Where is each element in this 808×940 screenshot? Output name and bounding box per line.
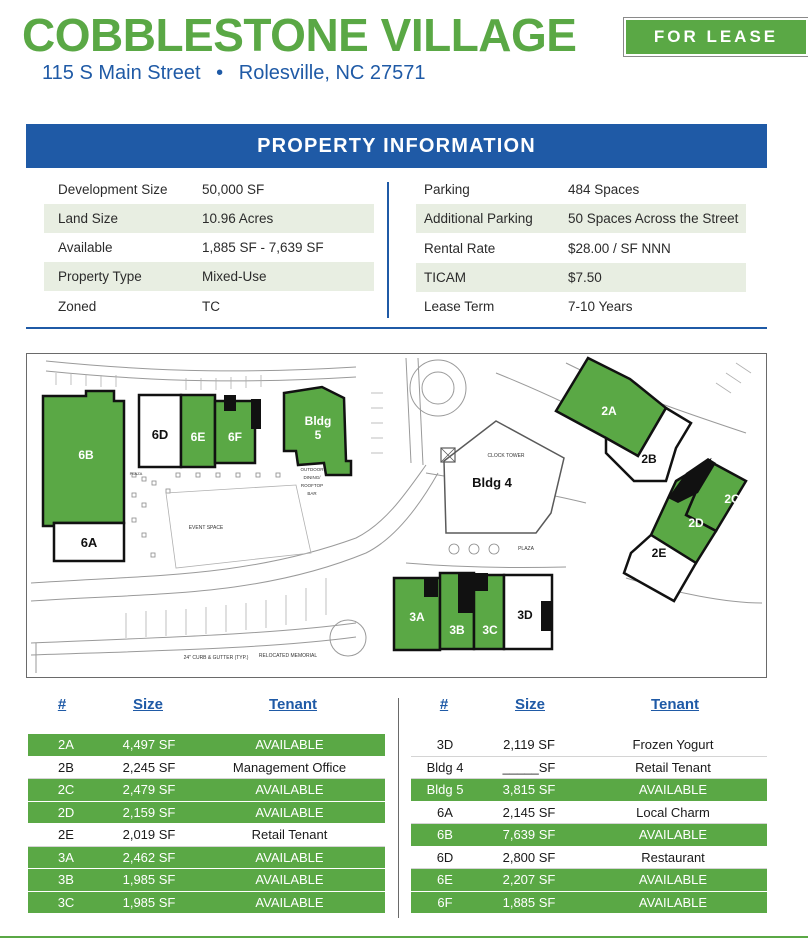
map-label-plaza-left: PLAZA (129, 471, 143, 476)
info-label: Additional Parking (424, 211, 533, 226)
cell-tenant: AVAILABLE (638, 827, 708, 843)
unit-3-service-block (424, 577, 438, 597)
unit-label-2C: 2C (724, 492, 740, 506)
cell-unit: 2E (58, 827, 74, 843)
cell-unit: 3C (57, 894, 75, 910)
cell-unit: 3A (58, 849, 74, 865)
cell-size: 3,815 SF (502, 782, 556, 798)
map-label-memorial: RELOCATED MEMORIAL (258, 653, 318, 659)
cell-unit: Bldg 4 (426, 759, 464, 775)
table-row (28, 802, 385, 825)
map-label-dining-3: ROOFTOP (300, 483, 324, 488)
cell-tenant: Restaurant (641, 849, 705, 865)
cell-size: 2,479 SF (122, 782, 176, 798)
cell-tenant: AVAILABLE (255, 782, 324, 798)
info-row-property-type (44, 262, 374, 291)
table-row (411, 802, 767, 825)
site-plan-map (26, 353, 767, 678)
info-value: $7.50 (568, 270, 602, 285)
info-value: TC (202, 299, 220, 314)
info-label: Development Size (58, 182, 168, 197)
unit-label-3A: 3A (409, 610, 425, 624)
table-row (28, 757, 385, 780)
cell-tenant: AVAILABLE (255, 737, 324, 753)
map-label-dining-4: BAR (307, 491, 317, 496)
cell-size: 2,159 SF (122, 804, 176, 820)
info-label: Rental Rate (424, 241, 496, 256)
cell-tenant: Local Charm (636, 804, 710, 820)
table-row (28, 869, 385, 892)
property-information-heading: PROPERTY INFORMATION (26, 124, 767, 168)
info-row-additional-parking (416, 204, 746, 233)
unit-label-2B: 2B (641, 452, 657, 466)
table-row (28, 892, 385, 915)
info-row-lease-term (416, 292, 746, 321)
cell-size: 2,019 SF (122, 827, 176, 843)
map-label-dining-2: DINING/ (303, 475, 321, 480)
info-section-rule (26, 327, 767, 329)
table-right-header-size: Size (514, 696, 545, 713)
cell-unit: 2A (58, 737, 74, 753)
cell-unit: 6D (436, 849, 454, 865)
cell-tenant: AVAILABLE (638, 782, 708, 798)
cell-tenant: Management Office (232, 759, 347, 775)
address-street: 115 S Main Street (42, 62, 201, 84)
unit-label-bldg5-line1: Bldg (304, 414, 332, 428)
unit-label-3B: 3B (449, 623, 465, 637)
cell-unit: 2B (58, 759, 74, 775)
property-address (42, 62, 426, 85)
info-value: 50,000 SF (202, 182, 265, 197)
cell-tenant: AVAILABLE (255, 894, 324, 910)
table-column-divider (398, 698, 399, 918)
cell-unit: 3D (436, 737, 454, 753)
table-row (411, 757, 767, 780)
info-value: 50 Spaces Across the Street (568, 211, 739, 226)
info-column-divider (387, 182, 389, 318)
cell-tenant: Frozen Yogurt (632, 737, 714, 753)
cell-unit: 2D (57, 804, 75, 820)
cell-unit: 6B (437, 827, 453, 843)
unit-label-2E: 2E (651, 546, 667, 560)
table-row (411, 824, 767, 847)
info-label: TICAM (424, 270, 466, 285)
unit-label-6B: 6B (78, 448, 94, 462)
table-right-header-num: # (439, 696, 449, 713)
cell-unit: Bldg 5 (426, 782, 464, 798)
map-label-event-space: EVENT SPACE (188, 525, 224, 531)
cell-unit: 6A (437, 804, 453, 820)
table-left-header-size: Size (132, 696, 163, 713)
cell-size: 2,462 SF (122, 849, 176, 865)
unit-3-service-block (474, 573, 488, 591)
cell-size: 1,985 SF (122, 872, 176, 888)
table-row (411, 892, 767, 915)
unit-label-3C: 3C (482, 623, 498, 637)
info-row-rental-rate (416, 234, 746, 263)
unit-label-6A: 6A (80, 535, 98, 550)
table-row (411, 869, 767, 892)
cell-size: 1,985 SF (122, 894, 176, 910)
info-label: Available (58, 240, 113, 255)
unit-3-service-block (541, 601, 551, 631)
address-separator: • (216, 62, 224, 84)
cell-tenant: AVAILABLE (255, 872, 324, 888)
unit-label-2D: 2D (688, 516, 704, 530)
cell-size: 4,497 SF (122, 737, 176, 753)
table-row (411, 734, 767, 757)
unit-label-2A: 2A (601, 404, 617, 418)
table-row (28, 779, 385, 802)
info-label: Zoned (58, 299, 97, 314)
info-label: Lease Term (424, 299, 495, 314)
map-label-curb: 24" CURB & GUTTER (TYP.) (183, 655, 249, 661)
map-label-clock-tower: CLOCK TOWER (487, 453, 525, 459)
footer-rule (0, 936, 808, 938)
info-value: 484 Spaces (568, 182, 640, 197)
info-row-development-size (44, 175, 374, 204)
unit-6-service-block (251, 399, 261, 429)
cell-tenant: AVAILABLE (638, 894, 708, 910)
cell-size: 2,245 SF (122, 759, 176, 775)
cell-tenant: AVAILABLE (638, 872, 708, 888)
cell-size: 2,119 SF (503, 737, 555, 753)
unit-label-6F: 6F (227, 430, 243, 444)
cell-size: 7,639 SF (502, 827, 556, 843)
unit-label-6E: 6E (190, 430, 206, 444)
cell-unit: 6F (437, 894, 453, 910)
address-city: Rolesville, NC 27571 (238, 62, 426, 84)
cell-size: 2,800 SF (502, 849, 556, 865)
cell-unit: 2C (57, 782, 75, 798)
cell-size: 1,885 SF (502, 894, 556, 910)
info-value: $28.00 / SF NNN (568, 241, 671, 256)
cell-size: 2,207 SF (502, 872, 556, 888)
cell-tenant: AVAILABLE (255, 804, 324, 820)
cell-size: 2,145 SF (502, 804, 556, 820)
cell-tenant: Retail Tenant (251, 827, 328, 843)
tenant-table-left (28, 734, 385, 914)
cell-tenant: Retail Tenant (635, 759, 711, 775)
unit-label-bldg5-line2: 5 (314, 428, 322, 442)
unit-label-6D: 6D (151, 427, 169, 442)
info-row-parking (416, 175, 746, 204)
tenant-table-right (411, 734, 767, 914)
table-left-header-num: # (57, 696, 67, 713)
table-row (28, 734, 385, 757)
unit-6-service-block (224, 395, 236, 411)
cell-unit: 3B (58, 872, 74, 888)
info-value: Mixed-Use (202, 269, 267, 284)
cell-size: _____SF (502, 759, 556, 775)
unit-label-bldg4: Bldg 4 (472, 475, 512, 490)
info-value: 1,885 SF - 7,639 SF (202, 240, 324, 255)
table-row (411, 847, 767, 870)
table-row (411, 779, 767, 802)
cell-unit: 6E (437, 872, 453, 888)
page-title: COBBLESTONE VILLAGE (22, 9, 577, 61)
info-row-available (44, 233, 374, 262)
info-label: Parking (424, 182, 470, 197)
cell-tenant: AVAILABLE (255, 849, 324, 865)
info-label: Property Type (58, 269, 142, 284)
map-label-dining-1: OUTDOOR (300, 467, 324, 472)
table-right-header-tenant: Tenant (650, 696, 700, 713)
table-row (28, 847, 385, 870)
for-lease-badge: FOR LEASE (624, 18, 808, 56)
table-row (28, 824, 385, 847)
unit-3-service-block (458, 573, 474, 613)
map-label-plaza: PLAZA (518, 546, 534, 552)
info-row-land-size (44, 204, 374, 233)
info-row-zoned (44, 292, 374, 321)
table-left-header-tenant: Tenant (268, 696, 318, 713)
unit-label-3D: 3D (517, 608, 533, 622)
info-value: 10.96 Acres (202, 211, 274, 226)
info-label: Land Size (58, 211, 119, 226)
info-value: 7-10 Years (568, 299, 633, 314)
info-row-ticam (416, 263, 746, 292)
